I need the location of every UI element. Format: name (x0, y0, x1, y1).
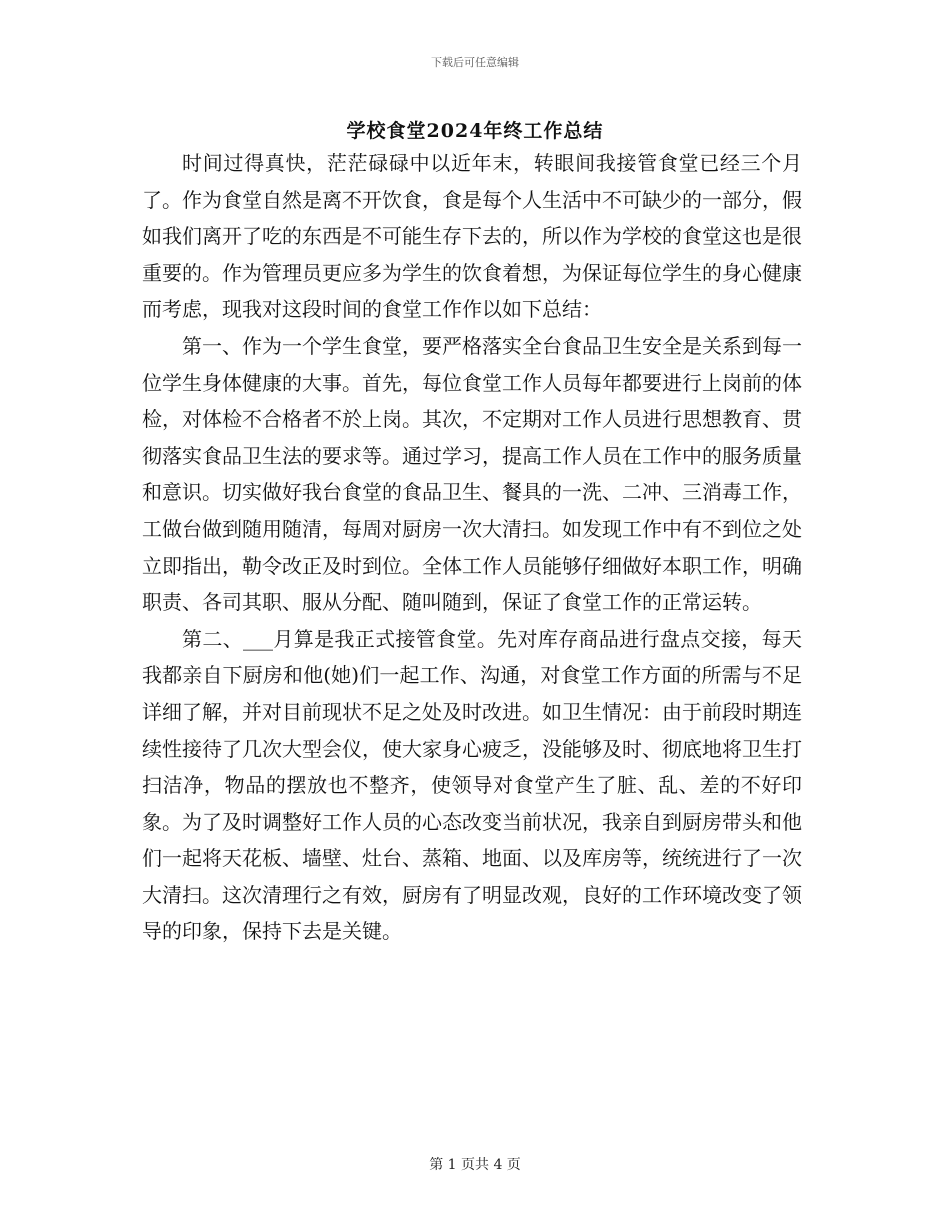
paragraph-intro: 时间过得真快，茫茫碌碌中以近年末，转眼间我接管食堂已经三个月了。作为食堂自然是离不开饮食，食是每个人生活中不可缺少的一部分，假如我们离开了吃的东西是不可能生存下去的，所以作为学校的食堂这也是很重要的。作为管理员更应多为学生的饮食着想，为保证每位学生的身心健康而考虑，现我对这段时间的食堂工作作以如下总结： (142, 151, 802, 322)
document-body (142, 145, 802, 950)
header-note: 下载后可任意编辑 (431, 56, 519, 69)
paragraph-second-point: 第二、___月算是我正式接管食堂。先对库存商品进行盘点交接，每天我都亲自下厨房和他(她)们一起工作、沟通，对食堂工作方面的所需与不足详细了解，并对目前现状不足之处及时改进。如卫生情况：由于前段时期连续性接待了几次大型会仪，使大家身心疲乏，没能够及时、彻底地将卫生打扫洁净，物品的摆放也不整齐，使领导对食堂产生了脏、乱、差的不好印象。为了及时调整好工作人员的心态改变当前状况，我亲自到厨房带头和他们一起将天花板、墙壁、灶台、蒸箱、地面、以及库房等，统统进行了一次大清扫。这次清理行之有效，厨房有了明显改观，良好的工作环境改变了领导的印象，保持下去是关键。 (142, 626, 802, 944)
paragraph-first-point: 第一、作为一个学生食堂，要严格落实全台食品卫生安全是关系到每一位学生身体健康的大事。首先，每位食堂工作人员每年都要进行上岗前的体检，对体检不合格者不於上岗。其次，不定期对工作人员进行思想教育、贯彻落实食品卫生法的要求等。通过学习，提高工作人员在工作中的服务质量和意识。切实做好我台食堂的食品卫生、餐具的一洗、二冲、三消毒工作，工做台做到随用随清，每周对厨房一次大清扫。如发现工作中有不到位之处立即指出，勒令改正及时到位。全体工作人员能够仔细做好本职工作，明确职责、各司其职、服从分配、随叫随到，保证了食堂工作的正常运转。 (142, 333, 802, 615)
page-number: 第 1 页共 4 页 (429, 1157, 521, 1173)
document-title: 学校食堂2024年终工作总结 (346, 120, 604, 142)
